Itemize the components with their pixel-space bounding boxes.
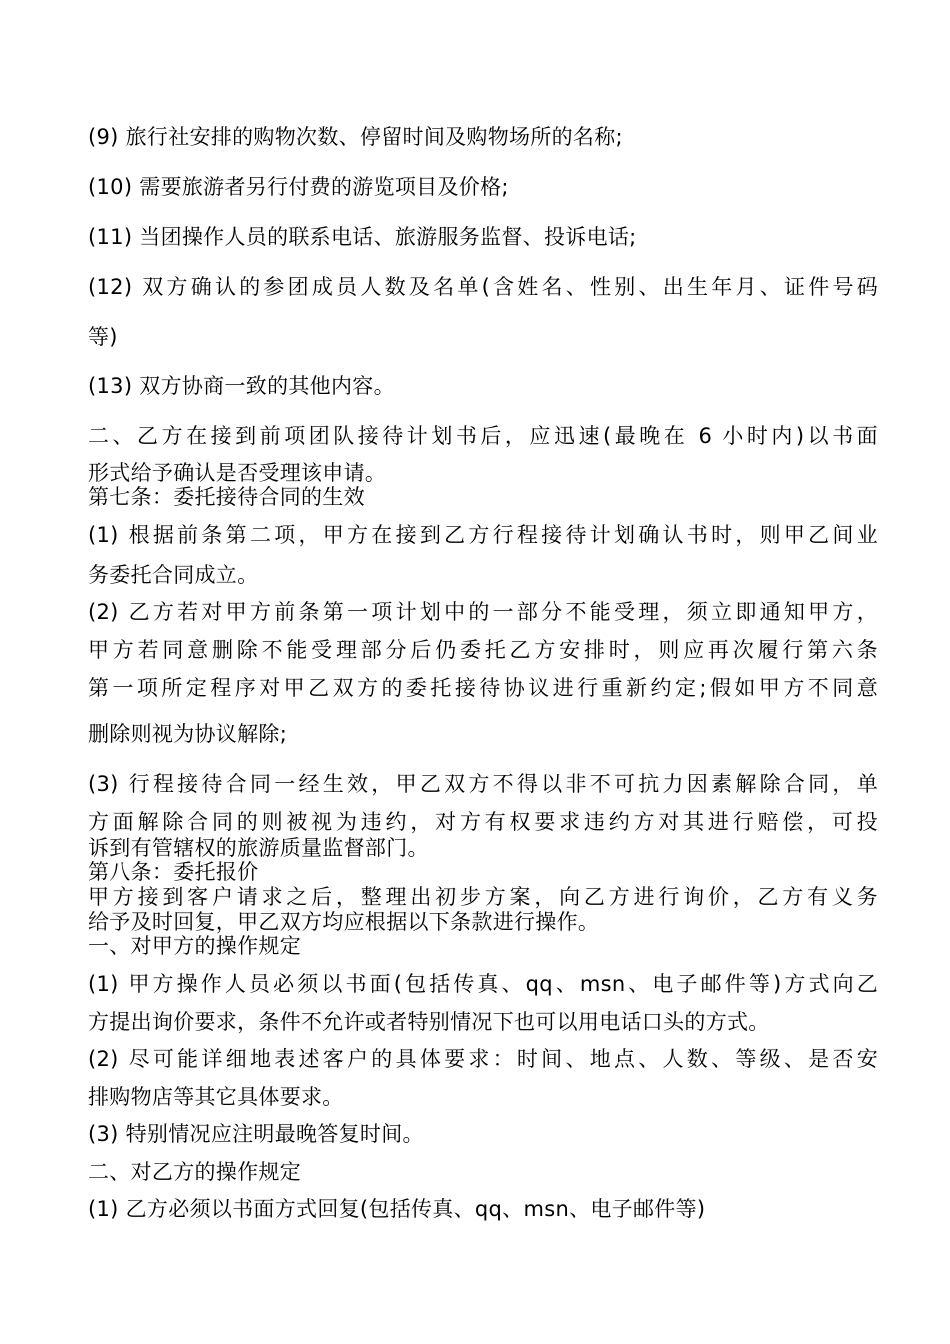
subsection-heading: 二、对乙方的操作规定 bbox=[88, 1160, 301, 1184]
text-line: (1) 甲方操作人员必须以书面(包括传真、qq、msn、电子邮件等)方式向乙 bbox=[88, 972, 878, 996]
text-line: (10) 需要旅游者另行付费的游览项目及价格; bbox=[88, 175, 509, 199]
text-line: 方面解除合同的则被视为违约，对方有权要求违约方对其进行赔偿，可投 bbox=[88, 810, 878, 834]
text-line: (2) 乙方若对甲方前条第一项计划中的一部分不能受理，须立即通知甲方， bbox=[88, 600, 878, 624]
section-heading: 第七条：委托接待合同的生效 bbox=[88, 485, 365, 509]
text-line: (1) 根据前条第二项，甲方在接到乙方行程接待计划确认书时，则甲乙间业 bbox=[88, 523, 878, 547]
text-line: 删除则视为协议解除; bbox=[88, 722, 288, 746]
text-line: (3) 行程接待合同一经生效，甲乙双方不得以非不可抗力因素解除合同，单 bbox=[88, 772, 878, 796]
text-line: 等) bbox=[88, 325, 118, 349]
text-line: (2) 尽可能详细地表述客户的具体要求：时间、地点、人数、等级、是否安 bbox=[88, 1047, 878, 1071]
text-line: 第一项所定程序对甲乙双方的委托接待协议进行重新约定;假如甲方不同意 bbox=[88, 676, 878, 700]
text-line: (3) 特别情况应注明最晚答复时间。 bbox=[88, 1122, 424, 1146]
subsection-heading: 一、对甲方的操作规定 bbox=[88, 934, 301, 958]
text-line: 务委托合同成立。 bbox=[88, 563, 259, 587]
text-line: 给予及时回复，甲乙双方均应根据以下条款进行操作。 bbox=[88, 910, 600, 934]
text-line: (1) 乙方必须以书面方式回复(包括传真、qq、msn、电子邮件等) bbox=[88, 1197, 706, 1221]
text-line: (11) 当团操作人员的联系电话、旅游服务监督、投诉电话; bbox=[88, 225, 637, 249]
text-line: 二、乙方在接到前项团队接待计划书后，应迅速(最晚在 6 小时内)以书面 bbox=[88, 424, 878, 448]
text-line: 排购物店等其它具体要求。 bbox=[88, 1085, 344, 1109]
text-line: 方提出询价要求，条件不允许或者特别情况下也可以用电话口头的方式。 bbox=[88, 1010, 770, 1034]
section-heading: 第八条：委托报价 bbox=[88, 860, 259, 884]
text-line: 甲方若同意删除不能受理部分后仍委托乙方安排时，则应再次履行第六条 bbox=[88, 638, 878, 662]
text-line: 甲方接到客户请求之后，整理出初步方案，向乙方进行询价，乙方有义务 bbox=[88, 885, 878, 909]
text-line: (12) 双方确认的参团成员人数及名单(含姓名、性别、出生年月、证件号码 bbox=[88, 275, 878, 299]
text-line: (9) 旅行社安排的购物次数、停留时间及购物场所的名称; bbox=[88, 125, 623, 149]
text-line: 形式给予确认是否受理该申请。 bbox=[88, 461, 387, 485]
text-line: (13) 双方协商一致的其他内容。 bbox=[88, 374, 395, 398]
text-line: 诉到有管辖权的旅游质量监督部门。 bbox=[88, 836, 429, 860]
